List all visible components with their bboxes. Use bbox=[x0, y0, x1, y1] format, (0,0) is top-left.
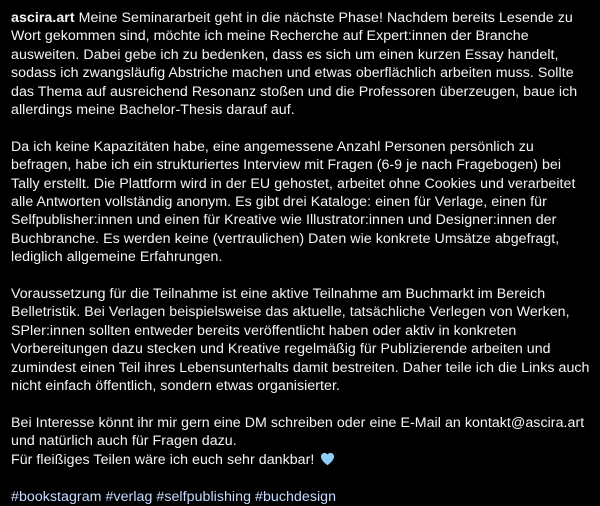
caption-paragraph-2: Da ich keine Kapazitäten habe, eine angemessene Anzahl Personen persönlich zu befragen, habe ich ein strukturiertes Interview mit Fragen (6-9 je nach Fragebogen) bei Tally erstellt. Die Plattform wird in der EU gehostet, arbeitet ohne Cookies und verarbeitet alle Antworten vollständig anonym. Es gibt drei Kataloge: einen für Verlage, einen für Selfpublisher:innen und einen für Kreative wie Illustrator:innen und Designer:innen der Buchbranche. Es werden keine (vertraulichen) Daten wie konkrete Umsätze abgefragt, lediglich allgemeine Erfahrungen. bbox=[11, 138, 576, 266]
hashtag-buchdesign[interactable]: #buchdesign bbox=[255, 488, 337, 505]
closing-line-2: Für fleißiges Teilen wäre ich euch sehr dankbar! bbox=[11, 451, 315, 468]
caption-paragraph-1 bbox=[11, 9, 590, 119]
hashtag-bookstagram[interactable]: #bookstagram bbox=[11, 488, 102, 505]
light-blue-heart-icon bbox=[320, 452, 335, 466]
closing-line-1: Bei Interesse könnt ihr mir gern eine DM schreiben oder eine E-Mail an kontakt@ascira.art und natürlich auch für Fragen dazu. bbox=[11, 414, 585, 450]
caption-paragraph-3: Voraussetzung für die Teilnahme ist eine aktive Teilnahme am Buchmarkt im Bereich Belletristik. Bei Verlagen beispielsweise das aktuelle, tatsächliche Verlegen von Werken, SPler:innen sollten entweder bereits veröffentlicht haben oder aktiv in konkreten Vorbereitungen dazu stecken und Kreative regelmäßig für Publizierende arbeiten und zumindest einen Teil ihres Lebensunterhalts damit bestreiten. Daher teile ich die Links auch nicht einfach öffentlich, sondern etwas organisierter. bbox=[11, 286, 590, 395]
username-link[interactable]: ascira.art bbox=[11, 10, 75, 26]
caption-paragraph-4 bbox=[11, 414, 590, 469]
caption-text-1: Meine Seminararbeit geht in die nächste Phase! Nachdem bereits Lesende zu Wort gekommen sind, möchte ich meine Recherche auf Expert:innen der Branche ausweiten. Dabei gebe ich zu bedenken, dass es sich um einen kurzen Essay handelt, sodass ich zwangsläufig Abstriche machen und etwas oberflächlich arbeiten muss. Sollte das Thema auf ausreichend Resonanz stoßen und die Professoren überzeugen, baue ich allerdings meine Bachelor-Thesis darauf auf. bbox=[11, 10, 578, 119]
hashtag-list bbox=[11, 488, 590, 506]
hashtag-verlag[interactable]: #verlag bbox=[105, 488, 153, 505]
hashtag-selfpublishing[interactable]: #selfpublishing bbox=[156, 488, 252, 505]
